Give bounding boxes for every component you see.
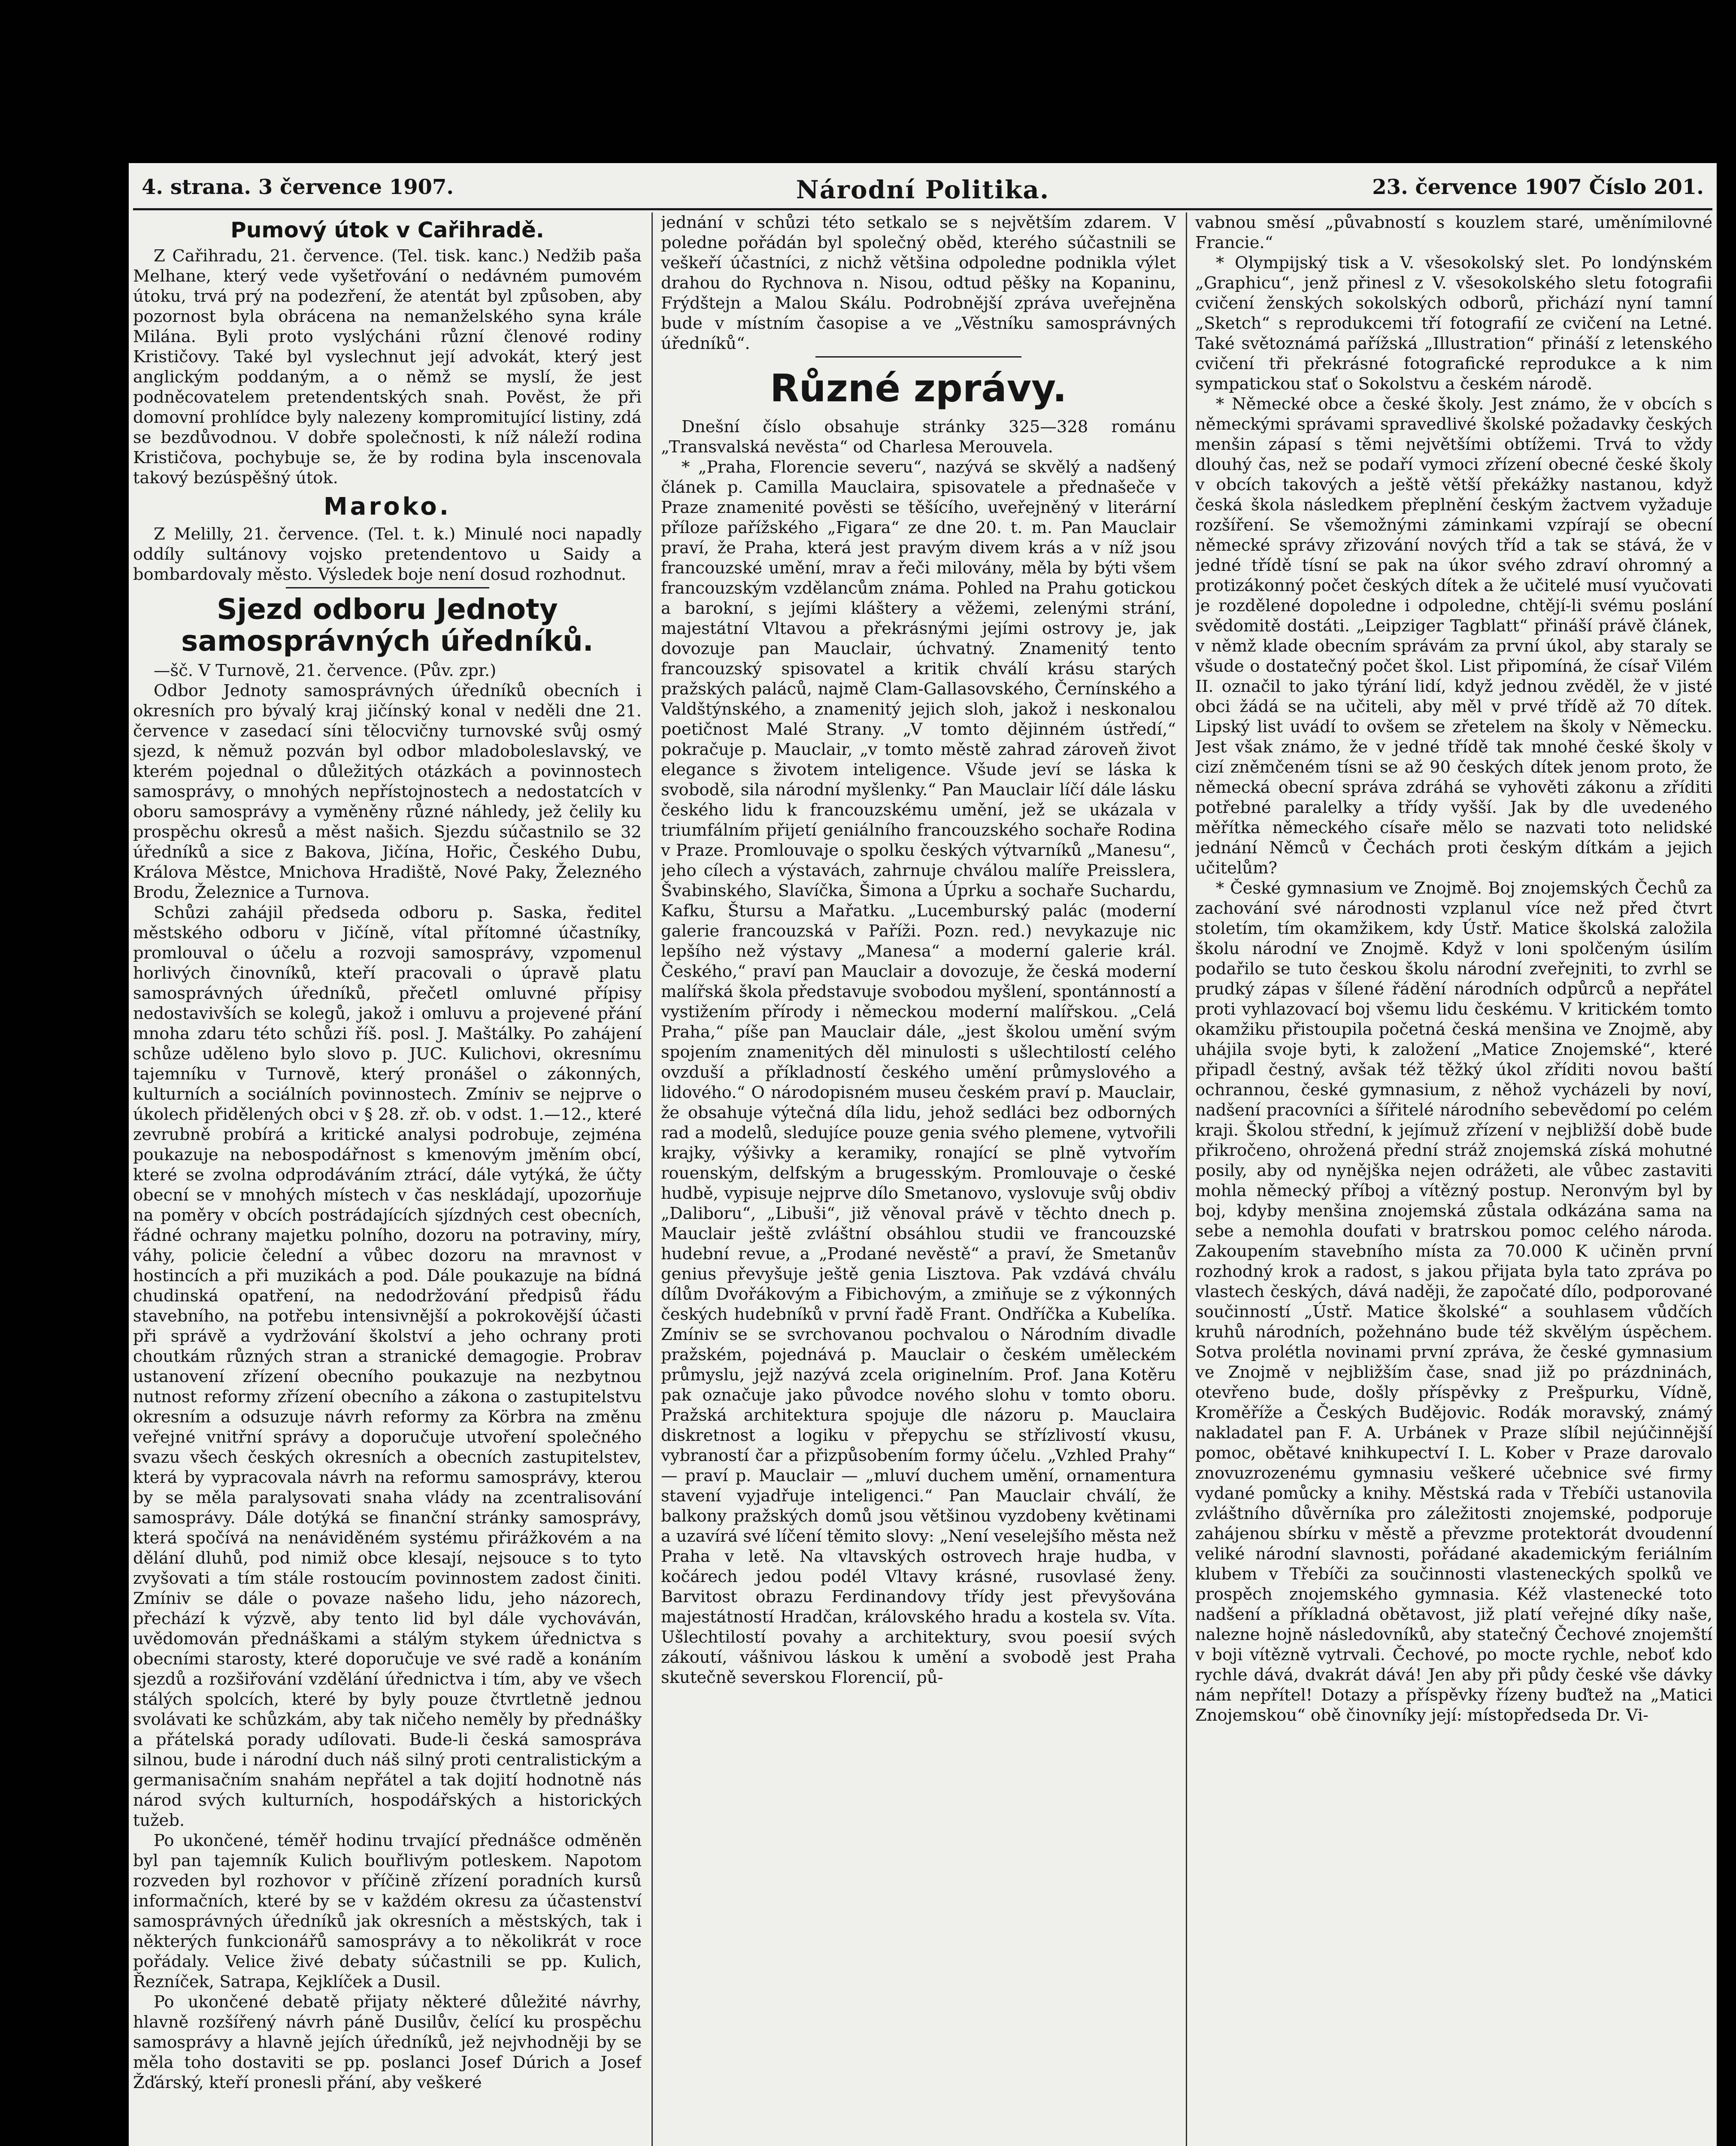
column-3 bbox=[1195, 212, 1712, 2146]
article-paragraph: Schůzi zahájil předseda odboru p. Saska, ředitel městského odboru v Jičíně, vítal přítomné účastníky, promlouval o účelu a rozvoji samosprávy, vzpomenul horlivých činovníků, kteří pracovali o úpravě platu samosprávných úředníků, přečetl omluvné přípisy nedostavivších se kolegů, jakož i omluvu a projevené přání mnoha zdaru této schůzi říš. posl. J. Maštálky. Po zahájení schůze uděleno bylo slovo p. JUC. Kulichovi, okresnímu tajemníku v Turnově, který pronášel o zákonných, kulturních a sociálních povinnostech. Zmíniv se nejprve o úkolech přidělených obci v § 28. zř. ob. v odst. 1.—12., které zevrubně probírá a kritické analysi podrobuje, zejména poukazuje na nebospodářnost s kmenovým jměním obcí, které se zvolna odprodáváním ztrácí, dále vytýká, že účty obecní se v mnohých místech v čas neskládají, upozorňuje na poměry v obcích postrádajících sjízdných cest obecních, řádné ochrany majetku polního, dozoru na potraviny, míry, váhy, policie čelední a vůbec dozoru na mravnost v hostincích a při muzikách a pod. Dále poukazuje na bídná chudinská opatření, na nedodržování předpisů řádu stavebního, na potřebu intensivnější a pokrokovější účasti při správě a vydržování školství a jeho ochrany proti choutkám různých stran a stranické demagogie. Probrav ustanovení zřízení obecního poukazuje na nezbytnou nutnost reformy zřízení obecního a zákona o zastupitelstvu okresním a odsuzuje návrh reformy za Körbra na změnu veřejné vnitřní správy a doporučuje utvoření společného svazu všech českých okresních a obecních zastupitelstev, která by vypracovala návrh na reformu samosprávy, kterou by se měla paralysovati snaha vlády na zcentralisování samosprávy. Dále dotýká se finanční stránky samosprávy, která spočívá na nenáviděném systému přirážkovém a na dělání dluhů, pod nimiž obce klesají, nejsouce s to tyto zvyšovati a tím stále rostoucím povinnostem zadost činiti. Zmíniv se dále o povaze našeho lidu, jeho názorech, přechází k výzvě, aby tento lid byl dále vychováván, uvědomován přednáškami a stálým stykem úřednictva s obecními starosty, které doporučuje ve své radě a konáním sjezdů a rozšiřování vzdělání úřednictva i tím, aby ve všech stálých spolcích, které by byly pouze čtvrtletně jednou svolávati ke schůzkám, aby tak ničeho neměly by přednášky a přátelská porady udílovati. Bude-li česká samospráva silnou, bude i národní duch náš silný proti centralistickým a germanisačním snahám nepřátel a tak dojití hodnotně nás národ svých kulturních, hospodářských a historických tužeb. bbox=[133, 903, 642, 1830]
column-divider bbox=[1186, 212, 1187, 2146]
newspaper-page bbox=[129, 163, 1717, 2146]
headline-bomb-attack: Pumový útok v Cařihradě. bbox=[230, 218, 544, 242]
article-paragraph: Po ukončené debatě přijaty některé důležité návrhy, hlavně rozšířený návrh páně Dusilův, čelící ku prospěchu samosprávy a hlavně jejích úředníků, jež nejvhodněji by se měla toho dostaviti se pp. poslanci Josef Dúrich a Josef Žďárský, kteří pronesli přání, aby veškeré bbox=[133, 1992, 642, 2092]
headline-morocco: Maroko. bbox=[323, 493, 451, 521]
serial-notice: Dnešní číslo obsahuje stránky 325—328 románu „Transvalská nevěsta“ od Charlesa Merouvela. bbox=[661, 417, 1176, 457]
article-paragraph: vabnou směsí „půvabností s kouzlem staré, uměnímilovné Francie.“ bbox=[1195, 213, 1712, 252]
article-paragraph: * „Praha, Florencie severu“, nazývá se skvělý a nadšený článek p. Camilla Mauclaira, spisovatele a přednašeče v Praze znamenité pověsti se těšícího, uveřejněný v literární příloze pařížského „Figara“ ze dne 20. t. m. Pan Mauclair praví, že Praha, která jest pravým divem krás a v níž jsou francouzské umění, mrav a řeči milovány, měla by býti všem francouzským vzdělancům známa. Pohled na Prahu gotickou a barokní, s jejími kláštery a věžemi, zelenými strání, majestátní Vltavou a překrásnými jejími ostrovy je, jak dovozuje pan Mauclair, úchvatný. Znamenitý tento francouzský spisovatel a kritik chválí krásu starých pražských paláců, najmě Clam-Gallasovského, Černínského a Valdštýnského, a znamenitý jejich sloh, jakož i neskonalou poetičnost Malé Strany. „V tomto dějinném ústředí,“ pokračuje p. Mauclair, „v tomto městě zahrad zároveň život elegance s životem inteligence. Všude jeví se láska k svobodě, sila národní myšlenky.“ Pan Mauclair líčí dále lásku českého lidu k francouzskému umění, jež se ukázala v triumfálním přijetí geniálního francouzského sochaře Rodina v Praze. Promlouvaje o spolku českých výtvarníků „Manesu“, jeho cílech a výstavách, zahrnuje chválou malíře Preisslera, Švabinského, Slavíčka, Šimona a Úprku a sochaře Suchardu, Kafku, Štursu a Mařatku. „Lucemburský palác (moderní galerie francouzská v Paříži. Pozn. red.) nevykazuje nic lepšího než výstavy „Manesa“ a moderní galerie král. Českého,“ praví pan Mauclair a dovozuje, že česká moderní malířská škola představuje svobodou myšlení, spontánností a vystižením přírody i německou moderní malířskou. „Celá Praha,“ píše pan Mauclair dále, „jest školou umění svým spojením znamenitých děl minulosti s ušlechtilostí celého ovzduší a příkladností českého umění průmyslového a lidového.“ O národopisném museu českém praví p. Mauclair, že obsahuje výtečná díla lidu, jehož sedláci bez odborných rad a modelů, sledujíce pouze genia svého plemene, vytvořili krajky, výšivky a keramiky, ronající se plně vytvořím rouenským, delfským a brugesským. Promlouvaje o české hudbě, vypisuje nejprve dílo Smetanovo, vyslovuje svůj obdiv „Daliboru“, „Libuši“, již věnoval právě v těchto dnech p. Mauclair ještě zvláštní obsáhlou studii ve francouzské hudební revue, a „Prodané nevěstě“ a praví, že Smetanův genius převyšuje ještě genia Lisztova. Pak vzdává chválu dílům Dvořákovým a Fibichovým, a zmiňuje se z výkonných českých hudebníků v první řadě Frant. Ondříčka a Kubelíka. Zmíniv se se svrchovanou pochvalou o Národním divadle pražském, pojednává p. Mauclair o českém uměleckém průmyslu, jejž nazývá zcela originelním. Prof. Jana Kotěru pak označuje jako původce nového slohu v tomto oboru. Pražská architektura spojuje dle názoru p. Mauclaira diskretnost a logiku v přepychu se střízlivostí vkusu, vybraností čar a přizpůsobením formy účelu. „Vzhled Prahy“ — praví p. Mauclair — „mluví duchem umění, ornamentura stavení vyjadřuje inteligenci.“ Pan Mauclair chválí, že balkony pražských domů jsou většinou vyzdobeny květinami a uzavírá své líčení těmito slovy: „Není veselejšího města než Praha v letě. Na vltavských ostrovech hraje hudba, v kočárech jedou podél Vltavy krásné, rusovlasé ženy. Barvitost obrazu Ferdinandovy třídy jest převyšována majestátností Hradčan, královského hradu a kostela sv. Víta. Ušlechtilostí povahy a architektury, svou poesií svých zákoutí, vášnivou láskou k umění a svobodě jest Praha skutečně severskou Florencií, pů- bbox=[661, 458, 1176, 1687]
headline-various-news: Různé zprávy. bbox=[770, 366, 1067, 410]
article-paragraph: jednání v schůzi této setkalo se s největším zdarem. V poledne pořádán byl společný oběd, kterého súčastnili se veškeří účastníci, z nichž většina odpoledne podnikla výlet drahou do Rychnova n. Nisou, odtud pěšky na Kopaninu, Frýdštejn a Malou Skálu. Podrobnější zpráva uveřejněna bude v místním časopise a ve „Věstníku samosprávných úředníků“. bbox=[661, 213, 1176, 353]
column-divider bbox=[651, 212, 653, 2146]
article-dateline: —šč. V Turnově, 21. července. (Pův. zpr.) bbox=[154, 661, 497, 680]
article-paragraph: Po ukončené, téměř hodinu trvající přednášce odměněn byl pan tajemník Kulich bouřlivým potleskem. Napotom rozveden byl rozhovor v příčině zřízení poradních kursů informačních, které by se v každém okresu za účastenství samosprávných úředníků jak okresních a městských, tak i některých funkcionářů samosprávy a to několikrát v roce pořádaly. Velice živé debaty súčastnili se pp. Kulich, Řezníček, Satrapa, Kejklíček a Dusil. bbox=[133, 1831, 642, 1991]
header-date-issue: 23. července 1907 Číslo 201. bbox=[1372, 175, 1704, 199]
article-paragraph: * Olympijský tisk a V. všesokolský slet. Po londýnském „Graphicu“, jenž přinesl z V. všesokolského sletu fotografii cvičení ženských sokolských odborů, přichází nyní tamní „Sketch“ s reprodukcemi tří fotografií ze cvičení na Letné. Také světoznámá pařížská „Illustration“ přináší z letenského cvičení tři překrásné fotografické reprodukce a k nim sympatickou stať o Sokolstvu a českém národě. bbox=[1195, 253, 1712, 394]
article-paragraph: * České gymnasium ve Znojmě. Boj znojemských Čechů za zachování své národnosti vzplanul více než před čtvrt stoletím, tím okamžikem, kdy Ústř. Matice školská založila školu národní ve Znojmě. Když v loni spolčeným úsilím podařilo se tuto českou školu národní zveřejniti, to zvrhl se prudký zápas v šílené řádění národních odpůrců a nepřátel proti vyhlazovací boj všemu lidu českému. V kritickém tomto okamžiku přistoupila početná česká menšina ve Znojmě, aby uhájila svoje byti, k založení „Matice Znojemské“, které připadl čestný, avšak též těžký úkol zříditi novou baští ochrannou, české gymnasium, z něhož vycházeli by noví, nadšení pracovníci a šířitelé národního sebevědomí po celém kraji. Školou střední, k jejímuž zřízení v nejbližší době bude přikročeno, ohrožená přední stráž znojemská získá mohutné posily, aby od nynějška nejen odrážeti, ale vůbec zastaviti mohla německý příboj a vítězný postup. Neronvým byl by boj, kdyby menšina znojemská zůstala odkázána sama na sebe a nemohla doufati v bratrskou pomoc celého národa. Zakoupením stavebního místa za 70.000 K učiněn první rozhodný krok a radost, s jakou přijata byla tato zpráva po vlastech českých, dává naději, že započaté dílo, podporované součinností „Ústř. Matice školské“ a souhlasem vůdčích kruhů národních, požehnáno bude též skvělým úspěchem. Sotva prolétla novinami první zpráva, že české gymnasium ve Znojmě v nejbližším čase, snad již po prázdninách, otevřeno bude, došly příspěvky z Prešpurku, Vídně, Kroměříže a Českých Budějovic. Rodák moravský, známý nakladatel pan F. A. Urbánek v Praze slíbil nejúčinnější pomoc, obětavé knihkupectví I. L. Kober v Praze darovalo znovuzrozenému gymnasiu veškeré učebnice své firmy vydané pomůcky a knihy. Městská rada v Třebíči ustanovila zvláštního důvěrníka pro záležitosti znojemské, podporuje zahájenou sbírku v městě a převzme protektorát dvoudenní veliké národní slavnosti, pořádané akademickým feriálním klubem v Třebíči za součinnosti vlasteneckých spolků ve prospěch znojemského gymnasia. Kéž vlastenecké toto nadšení a příkladná obětavost, již platí veřejné díky naše, nalezne hojně následovníků, aby statečný Čechové znojemští v boji vítězně vytrvali. Čechové, po mocte rychle, neboť kdo rychle dává, dvakrát dává! Jen aby při půdy české vše dávky nám nepřítel! Dotazy a příspěvky řízeny buďtež na „Matici Znojemskou“ obě činovníky její: místopředseda Dr. Vi- bbox=[1195, 879, 1712, 1725]
section-rule bbox=[815, 356, 1021, 358]
article-paragraph: * Německé obce a české školy. Jest známo, že v obcích s německými správami spravedlivé školské požadavky českých menšin zápasí s těmi největšími obtížemi. Trvá to vždy dlouhý čas, než se podaří vymoci zřízení obecné české školy v obcích takových a ještě větší překážky nastanou, když česká škola následkem přeplnění českým žactvem vyžaduje rozšíření. Se všemožnými záminkami vzpírají se obecní německé správy zřizování nových tříd a tak se stává, že v jedné třídě tísní se pak na úkor svého zdraví ohromný a protizákonný počet českých dítek a že učitelé musí vyučovati je rozdělené dopoledne i odpoledne, chtějí-li svému poslání svědomitě dostáti. „Leipziger Tagblatt“ přináší právě článek, v němž klade obecním správám za první úkol, aby staraly se všude o dostatečný počet škol. List připomíná, že císař Vilém II. označil to jako týrání lidí, když jednou zvěděl, že v jisté obci žádá se na učiteli, aby měl v prvé třídě až 70 dítek. Lipský list uvádí to ovšem se zřetelem na školy v Německu. Jest však známo, že v jedné třídě tak mnohé české školy v cizí zněmčeném tísni se až 90 českých dítek jenom proto, že německá obecní správa zdráhá se vyhověti zákonu a zříditi potřebné paralelky a třídy vyšší. Jak by dle uvedeného měřítka německého císaře mělo se nazvati toto nelidské jednání Němců v Čechách proti českým dítkám a jejich učitelům? bbox=[1195, 394, 1712, 878]
column-2 bbox=[661, 212, 1176, 2146]
header-rule bbox=[133, 208, 1712, 210]
article-paragraph: Odbor Jednoty samosprávných úředníků obecních i okresních pro bývalý kraj jičínský konal v neděli dne 21. července v zasedací síni tělocvičny turnovské svůj osmý sjezd, k němuž pozván byl odbor mladoboleslavský, ve kterém pojednal o důležitých otázkách a povinnostech samosprávy, o mnohých nepřístojnostech a nedostatcích v oboru samosprávy a vyměněny různé náhledy, jež čelily ku prospěchu okresů a měst našich. Sjezdu súčastnilo se 32 úředníků a sice z Bakova, Jičína, Hořic, Českého Dubu, Králova Městce, Mnichova Hradiště, Nové Paky, Železného Brodu, Železnice a Turnova. bbox=[133, 681, 642, 902]
section-rule bbox=[286, 587, 489, 588]
headline-congress: Sjezd odboru Jednoty samosprávných úředníků. bbox=[181, 593, 594, 658]
column-1 bbox=[133, 212, 642, 2146]
masthead-title: Národní Politika. bbox=[796, 175, 1050, 204]
article-paragraph: Z Cařihradu, 21. července. (Tel. tisk. kanc.) Nedžib paša Melhane, který vede vyšetřování o nedávném pumovém útoku, trvá prý na podezření, že atentát byl způsoben, aby pozornost byla obrácena na nemanželského syna krále Milána. Byli proto vyslýcháni různí členové rodiny Krističovy. Také byl vyslechnut její advokát, který jest anglickým poddaným, a o němž se myslí, že jest podněcovatelem pretendentských snah. Pověst, že při domovní prohlídce byly nalezeny kompromitující listiny, zdá se bezdůvodnou. V dobře společnosti, k níž náleží rodina Krističova, pochybuje se, že by rodina byla inscenovala takový bezúspěšný útok. bbox=[133, 246, 642, 488]
article-paragraph: Z Melilly, 21. července. (Tel. t. k.) Minulé noci napadly oddíly sultánovy vojsko pretendentovo u Saidy a bombardovaly město. Výsledek boje není dosud rozhodnut. bbox=[133, 524, 642, 584]
header-page-info: 4. strana. 3 července 1907. bbox=[142, 175, 454, 199]
